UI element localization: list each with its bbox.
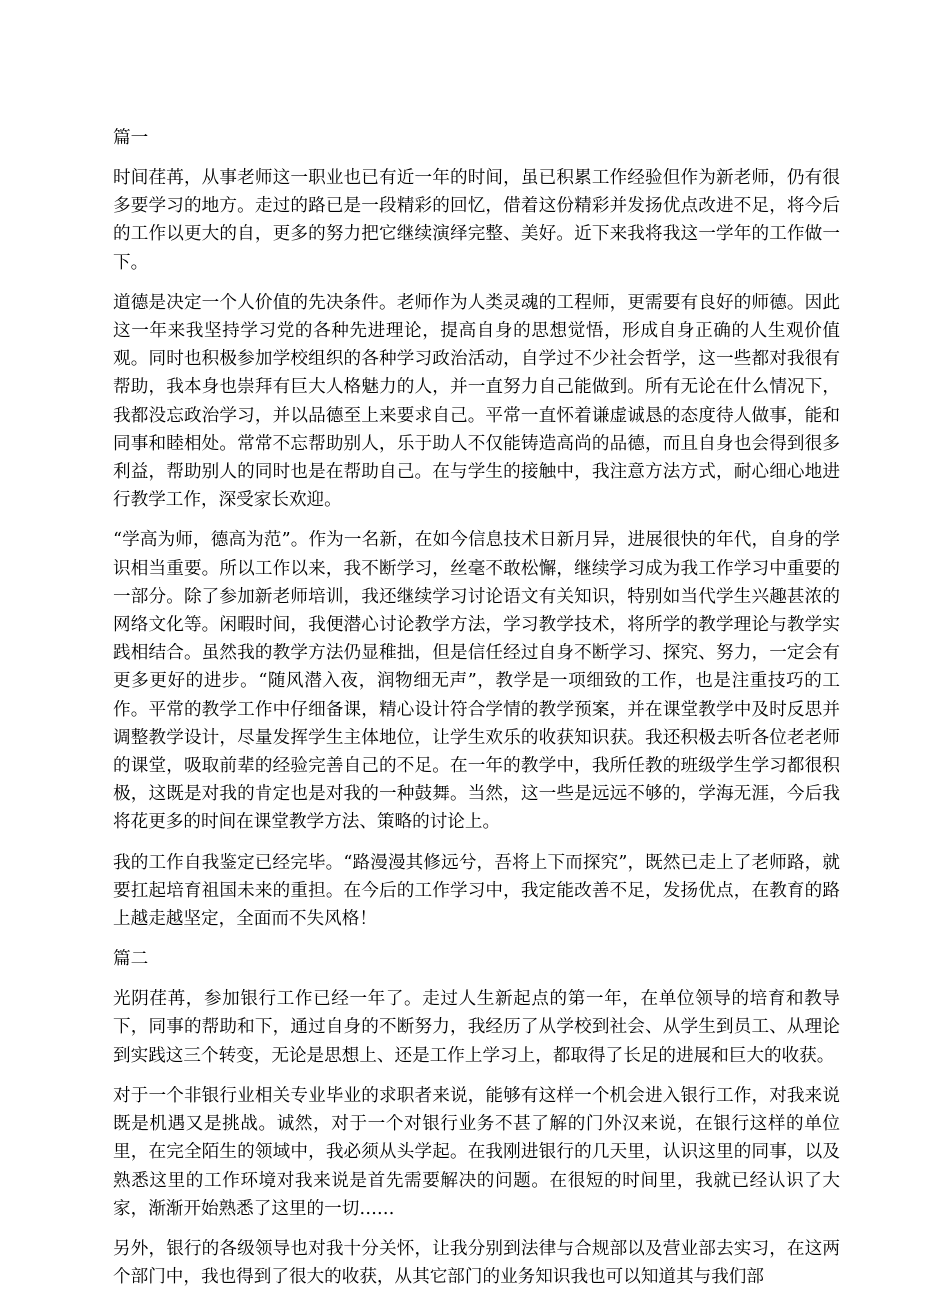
section-1 xyxy=(113,124,840,933)
paragraph: 道德是决定一个人价值的先决条件。老师作为人类灵魂的工程师，更需要有良好的师德。因此这一年来我坚持学习党的各种先进理论，提高自身的思想觉悟，形成自身正确的人生观价值观。同时也积极参加学校组织的各种学习政治活动，自学过不少社会哲学，这一些都对我很有帮助，我本身也崇拜有巨大人格魅力的人，并一直努力自己能做到。所有无论在什么情况下，我都没忘政治学习，并以品德至上来要求自己。平常一直怀着谦虚诚恳的态度待人做事，能和同事和睦相处。常常不忘帮助别人，乐于助人不仅能铸造高尚的品德，而且自身也会得到很多利益，帮助别人的同时也是在帮助自己。在与学生的接触中，我注意方法方式，耐心细心地进行教学工作，深受家长欢迎。 xyxy=(113,292,840,511)
section-title: 篇一 xyxy=(113,128,149,148)
paragraph: 我的工作自我鉴定已经完毕。“路漫漫其修远兮，吾将上下而探究”，既然已走上了老师路，就要扛起培育祖国未来的重担。在今后的工作学习中，我定能改善不足，发扬优点，在教育的路上越走越坚定，全面而不失风格！ xyxy=(113,852,840,930)
section-2 xyxy=(113,945,840,1291)
paragraph: 对于一个非银行业相关专业毕业的求职者来说，能够有这样一个机会进入银行工作，对我来说既是机遇又是挑战。诚然，对于一个对银行业务不甚了解的门外汉来说，在银行这样的单位里，在完全陌生的领域中，我必须从头学起。在我刚进银行的几天里，认识这里的同事，以及熟悉这里的工作环境对我来说是首先需要解决的问题。在很短的时间里，我就已经认识了大家，渐渐开始熟悉了这里的一切…… xyxy=(113,1085,840,1219)
paragraph: “学高为师，德高为范”。作为一名新，在如今信息技术日新月异，进展很快的年代，自身的学识相当重要。所以工作以来，我不断学习，丝毫不敢松懈，继续学习成为我工作学习中重要的一部分。除了参加新老师培训，我还继续学习讨论语文有关知识，特别如当代学生兴趣甚浓的网络文化等。闲暇时间，我便潜心讨论教学方法，学习教学技术，将所学的教学理论与教学实践相结合。虽然我的教学方法仍显稚拙，但是信任经过自身不断学习、探究、努力，一定会有更多更好的进步。“随风潜入夜，润物细无声”，教学是一项细致的工作，也是注重技巧的工作。平常的教学工作中仔细备课，精心设计符合学情的教学预案，并在课堂教学中及时反思并调整教学设计，尽量发挥学生主体地位，让学生欢乐的收获知识获。我还积极去听各位老老师的课堂，吸取前辈的经验完善自己的不足。在一年的教学中，我所任教的班级学生学习都很积极，这既是对我的肯定也是对我的一种鼓舞。当然，这一些是远远不够的，学海无涯，今后我将花更多的时间在课堂教学方法、策略的讨论上。 xyxy=(113,530,840,833)
paragraph: 另外，银行的各级领导也对我十分关怀，让我分别到法律与合规部以及营业部去实习，在这两个部门中，我也得到了很大的收获，从其它部门的业务知识我也可以知道其与我们部 xyxy=(113,1238,840,1288)
document-page xyxy=(113,124,840,1303)
paragraph: 时间荏苒，从事老师这一职业也已有近一年的时间，虽已积累工作经验但作为新老师，仍有很多要学习的地方。走过的路已是一段精彩的回忆，借着这份精彩并发扬优点改进不足，将今后的工作以更大的自，更多的努力把它继续演绎完整、美好。近下来我将我这一学年的工作做一下。 xyxy=(113,168,840,273)
paragraph: 光阴荏苒，参加银行工作已经一年了。走过人生新起点的第一年，在单位领导的培育和教导下，同事的帮助和下，通过自身的不断努力，我经历了从学校到社会、从学生到员工、从理论到实践这三个转变，无论是思想上、还是工作上学习上，都取得了长足的进展和巨大的收获。 xyxy=(113,989,840,1066)
section-title: 篇二 xyxy=(113,949,149,970)
